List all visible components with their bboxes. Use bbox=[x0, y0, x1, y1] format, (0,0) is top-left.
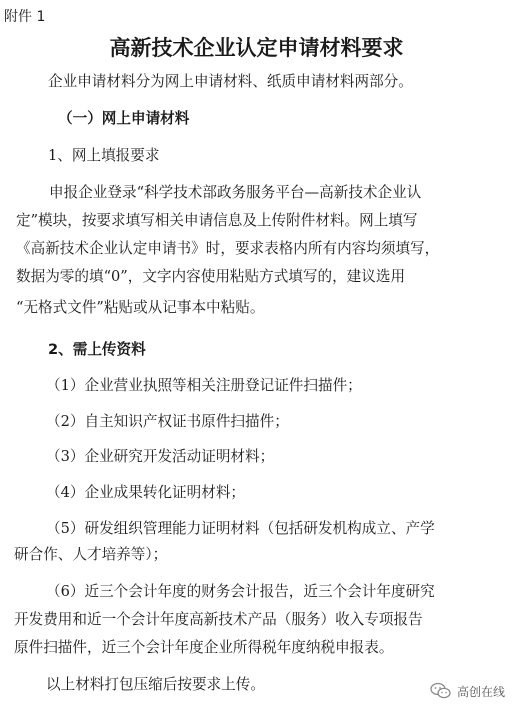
paragraph-line: “无格式文件”粘贴或从记事本中粘贴。 bbox=[16, 299, 265, 316]
intro-paragraph: 企业申请材料分为网上申请材料、纸质申请材料两部分。 bbox=[48, 73, 413, 90]
subsection-heading-1: 1、网上填报要求 bbox=[48, 147, 160, 164]
paragraph-line: 定”模块，按要求填写相关申请信息及上传附件材料。网上填写 bbox=[16, 212, 418, 229]
list-item: （6）近三个会计年度的财务会计报告，近三个会计年度研究 bbox=[46, 583, 435, 600]
annex-label: 附件 1 bbox=[4, 9, 46, 25]
watermark-text: 高创在线 bbox=[456, 684, 505, 699]
list-item: （4）企业成果转化证明材料； bbox=[46, 484, 246, 501]
list-item: （3）企业研究开发活动证明材料； bbox=[46, 448, 275, 465]
document-title: 高新技术企业认定申请材料要求 bbox=[109, 36, 404, 60]
list-item: （1）企业营业执照等相关注册登记证件扫描件； bbox=[46, 377, 362, 394]
watermark bbox=[430, 680, 505, 702]
list-item-continuation: 研合作、人才培养等）； bbox=[14, 546, 168, 563]
list-item: （5）研发组织管理能力证明材料（包括研发机构成立、产学 bbox=[46, 520, 435, 537]
list-item-continuation: 原件扫描件，近三个会计年度企业所得税年度纳税申报表。 bbox=[14, 639, 394, 656]
list-item: （2）自主知识产权证书原件扫描件； bbox=[46, 413, 289, 430]
paragraph-line: 《高新技术企业认定申请书》时，要求表格内所有内容均须填写， bbox=[16, 240, 440, 257]
section-heading: （一）网上申请材料 bbox=[58, 110, 190, 127]
closing-paragraph: 以上材料打包压缩后按要求上传。 bbox=[46, 676, 265, 693]
subsection-heading-2: 2、需上传资料 bbox=[48, 341, 146, 358]
paragraph-line: 数据为零的填“0”，文字内容使用粘贴方式填写的，建议选用 bbox=[16, 268, 406, 285]
paragraph-line: 申报企业登录“科学技术部政务服务平台—高新技术企业认 bbox=[49, 184, 422, 201]
wechat-icon bbox=[430, 682, 452, 700]
list-item-continuation: 开发费用和近一个会计年度高新技术产品（服务）收入专项报告 bbox=[14, 611, 423, 628]
